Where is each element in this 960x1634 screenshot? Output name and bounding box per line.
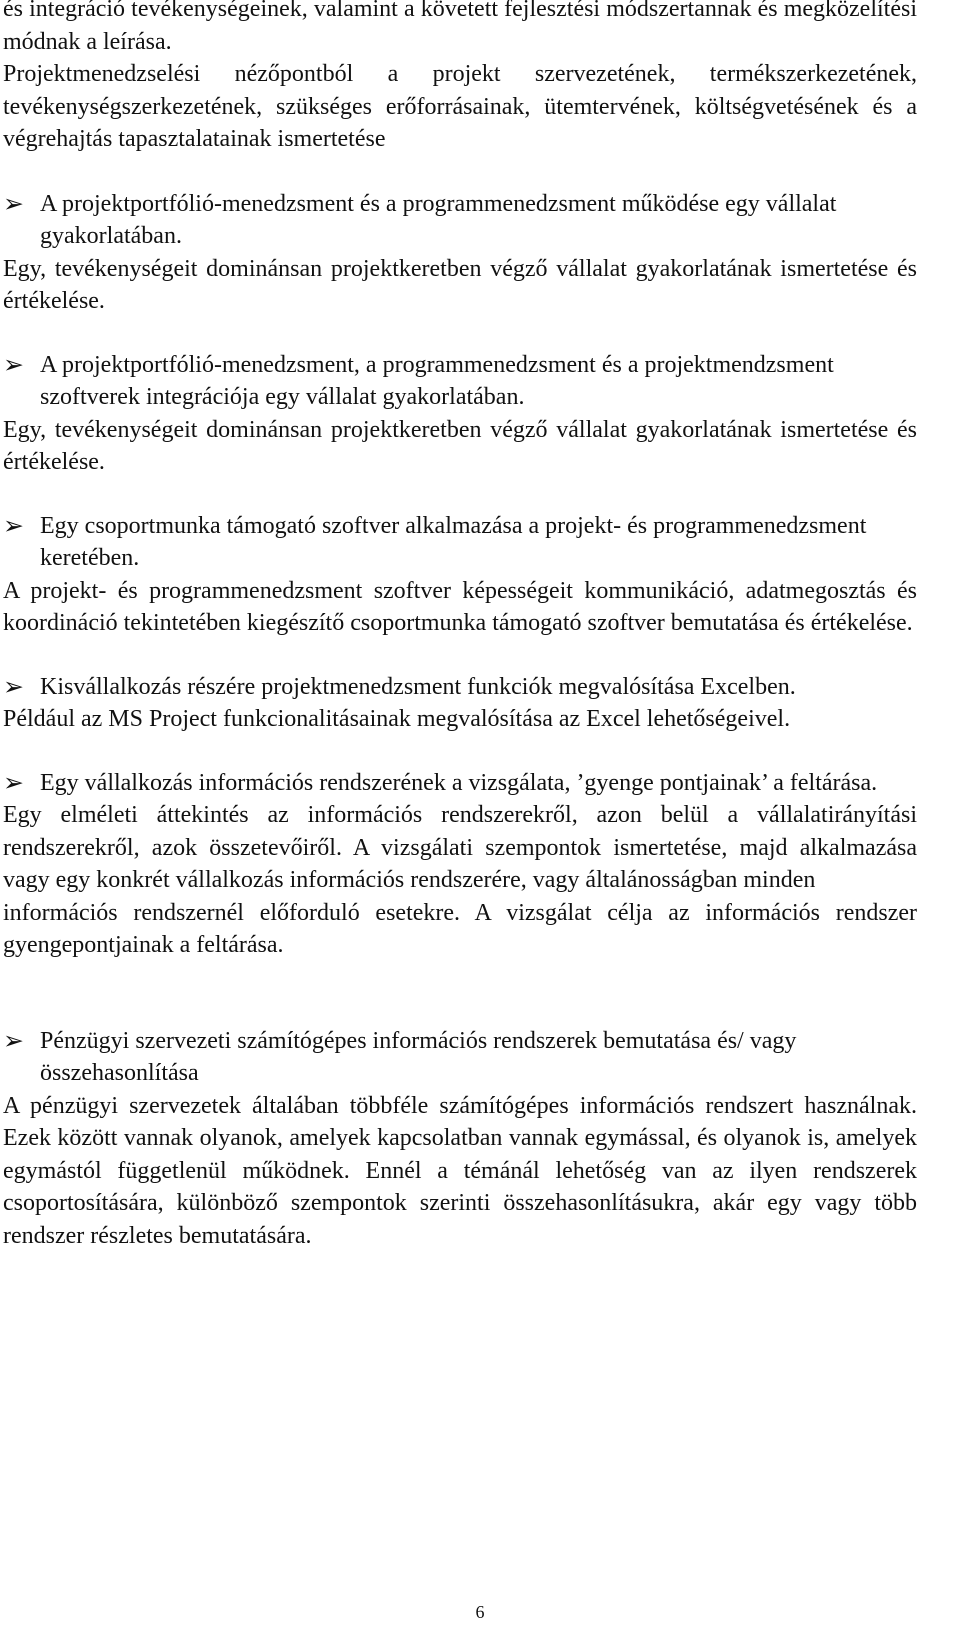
topic-heading-text: Kisvállalkozás részére projektmenedzsment funkciók megvalósítása Excelben.	[40, 673, 796, 700]
arrow-bullet-icon: ➢	[3, 349, 24, 379]
document-page	[3, 0, 917, 1252]
topic-body-1: Egy, tevékenységeit dominánsan projektkeretben végző vállalat gyakorlatának ismertetése és értékelése.	[3, 255, 917, 314]
topic-heading-text: Egy csoportmunka támogató szoftver alkalmazása a projekt- és programmenedzsment keretében.	[40, 512, 867, 571]
arrow-bullet-icon: ➢	[3, 1025, 24, 1055]
topic-body-5-continued: információs rendszernél előforduló esetekre. A vizsgálat célja az információs rendszer gyengepontjainak a feltárása.	[3, 899, 917, 958]
topic-heading-text: Pénzügyi szervezeti számítógépes információs rendszerek bemutatása és/ vagy összehasonlítása	[40, 1027, 797, 1086]
arrow-bullet-icon: ➢	[3, 767, 24, 797]
topic-heading-1	[3, 188, 917, 253]
page-number: 6	[475, 1602, 485, 1622]
arrow-bullet-icon: ➢	[3, 188, 24, 218]
topic-heading-5	[3, 767, 917, 800]
arrow-bullet-icon: ➢	[3, 510, 24, 540]
topic-body-2: Egy, tevékenységeit dominánsan projektkeretben végző vállalat gyakorlatának ismertetése és értékelése.	[3, 416, 917, 475]
topic-heading-3	[3, 510, 917, 575]
topic-heading-2	[3, 349, 917, 414]
topic-heading-text: A projektportfólió-menedzsment, a programmenedzsment és a projektmendzsment szoftverek integrációja egy vállalat gyakorlatában.	[40, 351, 834, 410]
topic-body-6: A pénzügyi szervezetek általában többféle számítógépes információs rendszert használnak. Ezek között vannak olyanok, amelyek kapcsolatban vannak egymással, és olyanok is, amelyek egymástól függetlenül működnek. Ennél a témánál lehetőség van az ilyen rendszerek csoportosítására, különböző szempontok szerinti összehasonlításukra, akár egy vagy több rendszer részletes bemutatására.	[3, 1092, 917, 1249]
topic-heading-text: A projektportfólió-menedzsment és a programmenedzsment működése egy vállalat gyakorlatában.	[40, 190, 837, 249]
intro-paragraph-1: és integráció tevékenységeinek, valamint a követett fejlesztési módszertannak és megközelítési módnak a leírása.	[3, 0, 917, 55]
topic-body-3: A projekt- és programmenedzsment szoftver képességeit kommunikáció, adatmegosztás és koordináció tekintetében kiegészítő csoportmunka támogató szoftver bemutatása és értékelése.	[3, 577, 917, 636]
topic-heading-6	[3, 1025, 917, 1090]
topic-heading-4	[3, 671, 917, 704]
topic-heading-text: Egy vállalkozás információs rendszerének a vizsgálata, ’gyenge pontjainak’ a feltárása.	[40, 769, 878, 796]
topic-body-5: Egy elméleti áttekintés az információs rendszerekről, azon belül a vállalatirányítási rendszerekről, azok összetevőiről. A vizsgálati szempontok ismertetése, majd alkalmazása vagy egy konkrét vállalkozás információs rendszerére, vagy általánosságban minden	[3, 802, 917, 893]
arrow-bullet-icon: ➢	[3, 671, 24, 701]
intro-paragraph-2: Projektmenedzselési nézőpontból a projekt szervezetének, termékszerkezetének, tevékenységszerkezetének, szükséges erőforrásainak, ütemtervének, költségvetésének és a végrehajtás tapasztalatainak ismertetése	[3, 61, 917, 152]
topic-body-4: Például az MS Project funkcionalitásainak megvalósítása az Excel lehetőségeivel.	[3, 706, 791, 732]
